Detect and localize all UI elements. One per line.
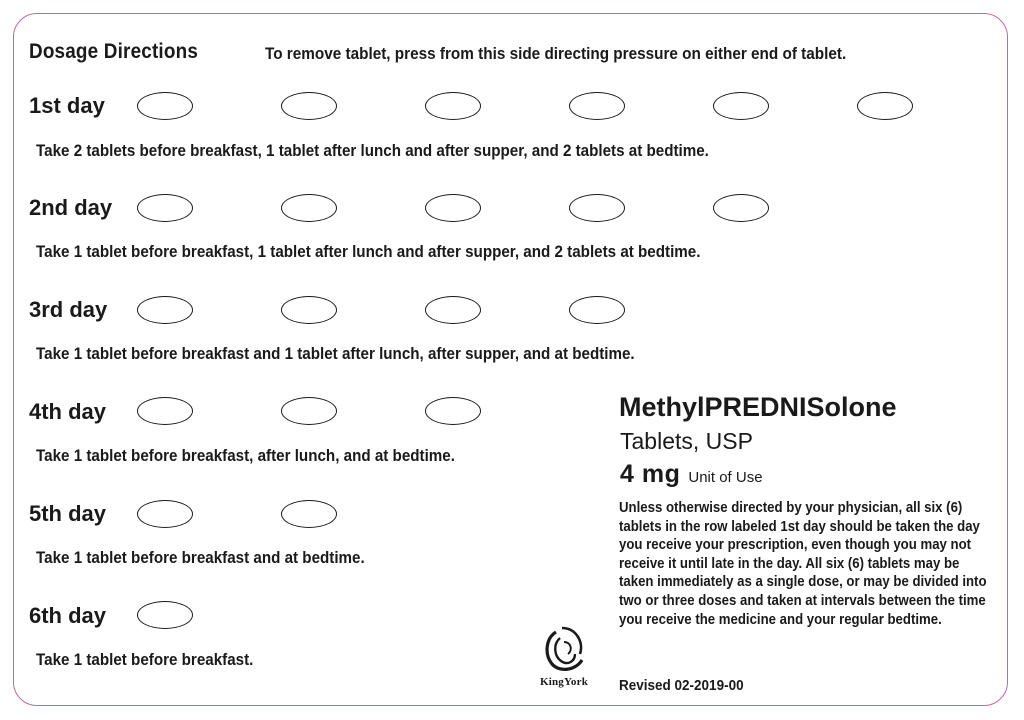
- day-3-instruction: Take 1 tablet before breakfast and 1 tablet after lunch, after supper, and at bedtime.: [36, 345, 635, 363]
- swirl-logo-icon: [542, 624, 586, 674]
- tablet-pocket[interactable]: [281, 92, 337, 120]
- tablet-pocket[interactable]: [857, 92, 913, 120]
- tablet-pocket[interactable]: [569, 92, 625, 120]
- product-strength: 4 mg: [620, 460, 681, 488]
- tablet-pocket[interactable]: [569, 296, 625, 324]
- day-1-label: 1st day: [29, 93, 105, 118]
- day-6-label: 6th day: [29, 603, 107, 628]
- day-2-label: 2nd day: [29, 195, 113, 220]
- tablet-pocket[interactable]: [281, 500, 337, 528]
- kingyork-logo: [532, 624, 596, 690]
- tablet-pocket[interactable]: [569, 194, 625, 222]
- tablet-pocket[interactable]: [281, 296, 337, 324]
- unit-of-use-label: Unit of Use: [688, 469, 763, 486]
- tablet-pocket[interactable]: [281, 397, 337, 425]
- day-5-label: 5th day: [29, 501, 107, 526]
- day-1-instruction: Take 2 tablets before breakfast, 1 tablet after lunch and after supper, and 2 tablets at bedtime.: [36, 142, 709, 160]
- tablet-pocket[interactable]: [425, 194, 481, 222]
- brand-name: KingYork: [539, 676, 589, 688]
- tablet-pocket[interactable]: [713, 92, 769, 120]
- tablet-pocket[interactable]: [137, 92, 193, 120]
- tablet-pocket[interactable]: [425, 397, 481, 425]
- tablet-pocket[interactable]: [137, 194, 193, 222]
- tablet-pocket[interactable]: [281, 194, 337, 222]
- tablet-pocket[interactable]: [137, 500, 193, 528]
- tablet-pocket[interactable]: [713, 194, 769, 222]
- tablet-pocket[interactable]: [425, 92, 481, 120]
- tablet-pocket[interactable]: [137, 601, 193, 629]
- product-form: Tablets, USP: [620, 428, 753, 454]
- revision-label: Revised 02-2019-00: [619, 677, 744, 694]
- product-name: MethylPREDNISolone: [619, 392, 897, 422]
- tablet-pocket[interactable]: [137, 397, 193, 425]
- strength-row: [620, 460, 763, 489]
- day-4-label: 4th day: [29, 399, 107, 424]
- day-2-instruction: Take 1 tablet before breakfast, 1 tablet after lunch and after supper, and 2 tablets at bedtime.: [36, 243, 701, 261]
- removal-instruction: To remove tablet, press from this side directing pressure on either end of tablet.: [265, 44, 847, 63]
- day-5-instruction: Take 1 tablet before breakfast and at bedtime.: [36, 549, 365, 567]
- day-6-instruction: Take 1 tablet before breakfast.: [36, 651, 254, 669]
- tablet-pocket[interactable]: [425, 296, 481, 324]
- physician-notice: Unless otherwise directed by your physician, all six (6) tablets in the row labeled 1st day should be taken the day you receive your prescription, even though you may not receive it until late in the day. All six (6) tablets may be taken immediately as a single dose, or may be divided into two or three doses and taken at intervals between the time you receive the medicine and your regular bedtime.: [619, 499, 987, 628]
- tablet-pocket[interactable]: [137, 296, 193, 324]
- dosage-directions-title: Dosage Directions: [29, 40, 199, 63]
- day-3-label: 3rd day: [29, 297, 108, 322]
- day-4-instruction: Take 1 tablet before breakfast, after lunch, and at bedtime.: [36, 447, 455, 465]
